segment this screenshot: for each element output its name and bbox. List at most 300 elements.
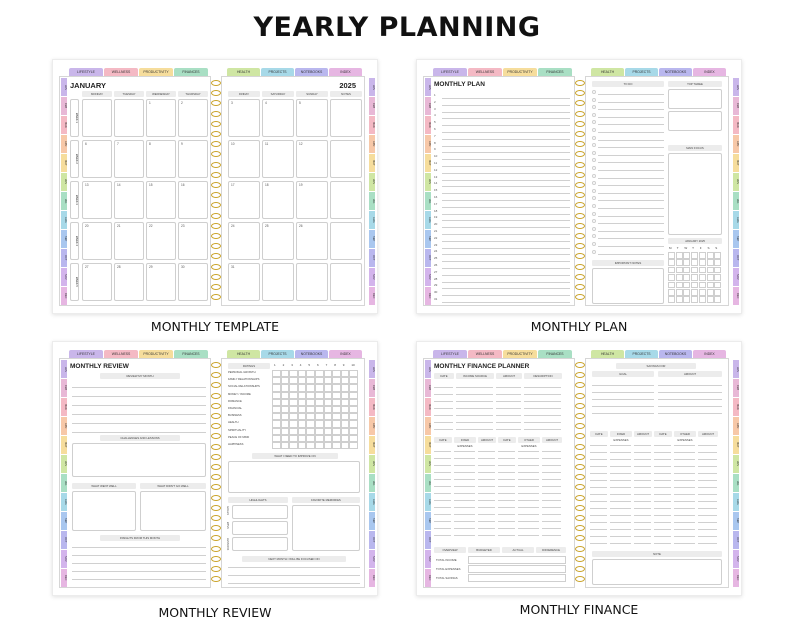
expense-line[interactable] — [434, 500, 451, 501]
income-line[interactable] — [434, 401, 453, 402]
expense-line[interactable] — [434, 465, 451, 466]
month-tab-jun[interactable]: JUN — [425, 173, 431, 191]
income-line[interactable] — [524, 394, 561, 395]
went-well-box[interactable] — [72, 491, 136, 531]
month-tab-may[interactable]: MAY — [369, 436, 375, 454]
month-tab-may[interactable]: MAY — [425, 436, 431, 454]
month-tab-feb[interactable]: FEB — [369, 379, 375, 397]
tab-lifestyle[interactable]: LIFESTYLE — [69, 350, 103, 358]
summary-cell[interactable] — [468, 565, 566, 573]
month-tab-jun[interactable]: JUN — [369, 173, 375, 191]
expense-line[interactable] — [610, 522, 631, 523]
expense-line[interactable] — [610, 459, 631, 460]
day-line[interactable] — [442, 295, 570, 296]
rating-cell[interactable] — [298, 435, 307, 442]
month-tab-feb[interactable]: FEB — [733, 97, 739, 115]
expense-line[interactable] — [698, 459, 717, 460]
rating-cell[interactable] — [349, 442, 358, 449]
expense-line[interactable] — [498, 451, 515, 452]
income-line[interactable] — [456, 429, 493, 430]
rating-cell[interactable] — [341, 370, 350, 377]
expense-line[interactable] — [634, 543, 651, 544]
expense-line[interactable] — [698, 536, 717, 537]
expense-line[interactable] — [654, 466, 671, 467]
mini-cal-cell[interactable] — [714, 252, 721, 259]
savings-line[interactable] — [658, 413, 722, 414]
rating-cell[interactable] — [289, 377, 298, 384]
day-cell[interactable] — [146, 263, 176, 301]
rating-cell[interactable] — [349, 384, 358, 391]
expense-line[interactable] — [542, 451, 561, 452]
todo-line[interactable] — [598, 102, 664, 103]
highlight-box[interactable] — [232, 521, 288, 535]
savings-line[interactable] — [658, 406, 722, 407]
month-tab-jun[interactable]: JUN — [733, 455, 739, 473]
expense-line[interactable] — [610, 529, 631, 530]
month-tab-nov[interactable]: NOV — [733, 550, 739, 568]
rating-cell[interactable] — [281, 435, 290, 442]
rating-cell[interactable] — [349, 392, 358, 399]
savings-line[interactable] — [658, 385, 722, 386]
mini-cal-cell[interactable] — [699, 282, 706, 289]
rating-cell[interactable] — [289, 435, 298, 442]
income-line[interactable] — [434, 415, 453, 416]
income-line[interactable] — [496, 394, 521, 395]
month-tab-apr[interactable]: APR — [369, 135, 375, 153]
mini-cal-cell[interactable] — [699, 259, 706, 266]
expense-line[interactable] — [478, 472, 495, 473]
rating-cell[interactable] — [315, 435, 324, 442]
month-tab-jul[interactable]: JUL — [425, 474, 431, 492]
rating-cell[interactable] — [298, 442, 307, 449]
expense-line[interactable] — [454, 458, 475, 459]
rating-cell[interactable] — [341, 435, 350, 442]
todo-line[interactable] — [598, 178, 664, 179]
month-tab-jun[interactable]: JUN — [61, 455, 67, 473]
rating-cell[interactable] — [298, 392, 307, 399]
day-cell[interactable] — [82, 181, 112, 219]
rating-cell[interactable] — [306, 392, 315, 399]
rating-cell[interactable] — [332, 406, 341, 413]
rating-cell[interactable] — [341, 406, 350, 413]
day-cell[interactable] — [330, 99, 362, 137]
tab-notebooks[interactable]: NOTEBOOKS — [295, 68, 328, 76]
rating-cell[interactable] — [272, 392, 281, 399]
expense-line[interactable] — [518, 465, 539, 466]
income-line[interactable] — [496, 415, 521, 416]
month-tab-aug[interactable]: AUG — [61, 493, 67, 511]
rating-cell[interactable] — [281, 399, 290, 406]
day-line[interactable] — [442, 166, 570, 167]
income-line[interactable] — [456, 408, 493, 409]
todo-checkbox[interactable] — [592, 105, 596, 109]
month-tab-oct[interactable]: OCT — [369, 249, 375, 267]
tab-productivity[interactable]: PRODUCTIVITY — [503, 68, 537, 76]
expense-line[interactable] — [634, 494, 651, 495]
todo-checkbox[interactable] — [592, 174, 596, 178]
expense-line[interactable] — [478, 493, 495, 494]
month-tab-dec[interactable]: DEC — [733, 569, 739, 587]
rating-cell[interactable] — [315, 399, 324, 406]
month-tab-jun[interactable]: JUN — [733, 173, 739, 191]
day-line[interactable] — [442, 268, 570, 269]
month-tab-jul[interactable]: JUL — [369, 474, 375, 492]
todo-checkbox[interactable] — [592, 242, 596, 246]
tab-wellness[interactable]: WELLNESS — [104, 68, 138, 76]
day-line[interactable] — [442, 193, 570, 194]
expense-line[interactable] — [518, 458, 539, 459]
expense-line[interactable] — [654, 529, 671, 530]
todo-checkbox[interactable] — [592, 128, 596, 132]
expense-line[interactable] — [654, 494, 671, 495]
expense-line[interactable] — [634, 459, 651, 460]
todo-checkbox[interactable] — [592, 234, 596, 238]
tab-index[interactable]: INDEX — [693, 350, 726, 358]
expense-line[interactable] — [478, 514, 495, 515]
month-tab-apr[interactable]: APR — [61, 135, 67, 153]
tab-productivity[interactable]: PRODUCTIVITY — [503, 350, 537, 358]
expense-line[interactable] — [454, 528, 475, 529]
rating-cell[interactable] — [324, 413, 333, 420]
expense-line[interactable] — [498, 535, 515, 536]
day-line[interactable] — [442, 302, 570, 303]
rating-cell[interactable] — [315, 392, 324, 399]
day-line[interactable] — [442, 207, 570, 208]
expense-line[interactable] — [590, 501, 607, 502]
todo-line[interactable] — [598, 124, 664, 125]
card-monthly-plan[interactable] — [416, 59, 742, 314]
month-tab-may[interactable]: MAY — [733, 436, 739, 454]
expense-line[interactable] — [498, 465, 515, 466]
rating-cell[interactable] — [272, 413, 281, 420]
summary-cell[interactable] — [468, 574, 566, 582]
tab-health[interactable]: HEALTH — [227, 350, 260, 358]
review-line[interactable] — [72, 387, 206, 388]
expense-line[interactable] — [518, 500, 539, 501]
month-tab-aug[interactable]: AUG — [369, 211, 375, 229]
mini-cal-cell[interactable] — [707, 289, 714, 296]
month-tab-oct[interactable]: OCT — [733, 249, 739, 267]
tab-index[interactable]: INDEX — [329, 68, 362, 76]
day-cell[interactable] — [114, 99, 144, 137]
expense-line[interactable] — [498, 486, 515, 487]
month-tab-apr[interactable]: APR — [733, 135, 739, 153]
expense-line[interactable] — [478, 451, 495, 452]
expense-line[interactable] — [674, 487, 695, 488]
income-line[interactable] — [496, 408, 521, 409]
rating-cell[interactable] — [298, 399, 307, 406]
day-line[interactable] — [442, 112, 570, 113]
expense-line[interactable] — [674, 466, 695, 467]
todo-checkbox[interactable] — [592, 143, 596, 147]
day-line[interactable] — [442, 275, 570, 276]
tab-finances[interactable]: FINANCES — [538, 350, 572, 358]
expense-line[interactable] — [454, 514, 475, 515]
didnt-go-box[interactable] — [140, 491, 206, 531]
mini-cal-cell[interactable] — [683, 282, 690, 289]
improve-box[interactable] — [228, 461, 360, 493]
mini-cal-cell[interactable] — [676, 296, 683, 303]
month-tab-jul[interactable]: JUL — [425, 192, 431, 210]
rating-cell[interactable] — [281, 413, 290, 420]
expense-line[interactable] — [434, 521, 451, 522]
rating-cell[interactable] — [281, 428, 290, 435]
tab-wellness[interactable]: WELLNESS — [104, 350, 138, 358]
main-focus-box[interactable] — [668, 153, 722, 235]
expense-line[interactable] — [610, 473, 631, 474]
expense-line[interactable] — [542, 493, 561, 494]
todo-line[interactable] — [598, 155, 664, 156]
rating-cell[interactable] — [289, 428, 298, 435]
mini-cal-cell[interactable] — [714, 296, 721, 303]
day-cell[interactable] — [330, 140, 362, 178]
todo-checkbox[interactable] — [592, 204, 596, 208]
day-cell[interactable] — [82, 140, 112, 178]
expense-line[interactable] — [454, 465, 475, 466]
rating-cell[interactable] — [289, 384, 298, 391]
mini-cal-cell[interactable] — [707, 252, 714, 259]
expense-line[interactable] — [498, 500, 515, 501]
expense-line[interactable] — [590, 480, 607, 481]
rating-cell[interactable] — [306, 384, 315, 391]
expense-line[interactable] — [698, 543, 717, 544]
expense-line[interactable] — [542, 528, 561, 529]
rating-cell[interactable] — [272, 384, 281, 391]
mini-cal-cell[interactable] — [699, 252, 706, 259]
mini-cal-cell[interactable] — [676, 289, 683, 296]
day-cell[interactable] — [178, 181, 208, 219]
mini-cal-cell[interactable] — [714, 289, 721, 296]
rating-cell[interactable] — [315, 413, 324, 420]
month-tab-aug[interactable]: AUG — [733, 211, 739, 229]
income-line[interactable] — [434, 387, 453, 388]
tab-projects[interactable]: PROJECTS — [261, 68, 294, 76]
rating-cell[interactable] — [289, 442, 298, 449]
tab-notebooks[interactable]: NOTEBOOKS — [659, 350, 692, 358]
expense-line[interactable] — [478, 479, 495, 480]
rating-cell[interactable] — [272, 406, 281, 413]
rating-cell[interactable] — [281, 406, 290, 413]
mini-cal-cell[interactable] — [668, 282, 675, 289]
day-cell[interactable] — [262, 140, 294, 178]
day-cell[interactable] — [114, 222, 144, 260]
day-cell[interactable] — [114, 140, 144, 178]
month-tab-oct[interactable]: OCT — [61, 531, 67, 549]
day-cell[interactable] — [262, 181, 294, 219]
mini-cal-cell[interactable] — [676, 274, 683, 281]
tab-productivity[interactable]: PRODUCTIVITY — [139, 68, 173, 76]
expense-line[interactable] — [674, 501, 695, 502]
day-cell[interactable] — [330, 222, 362, 260]
mini-cal-cell[interactable] — [714, 267, 721, 274]
income-line[interactable] — [524, 422, 561, 423]
expense-line[interactable] — [478, 521, 495, 522]
expense-line[interactable] — [498, 458, 515, 459]
expense-line[interactable] — [518, 472, 539, 473]
month-tab-jun[interactable]: JUN — [425, 455, 431, 473]
rating-cell[interactable] — [349, 420, 358, 427]
mini-cal-cell[interactable] — [699, 289, 706, 296]
expense-line[interactable] — [610, 543, 631, 544]
rating-cell[interactable] — [272, 370, 281, 377]
day-cell[interactable] — [114, 181, 144, 219]
mini-cal-cell[interactable] — [691, 252, 698, 259]
expense-line[interactable] — [634, 480, 651, 481]
expense-line[interactable] — [610, 501, 631, 502]
todo-line[interactable] — [598, 246, 664, 247]
day-line[interactable] — [442, 173, 570, 174]
expense-line[interactable] — [634, 445, 651, 446]
expense-line[interactable] — [434, 472, 451, 473]
tab-health[interactable]: HEALTH — [227, 68, 260, 76]
rating-cell[interactable] — [332, 435, 341, 442]
income-line[interactable] — [524, 415, 561, 416]
expense-line[interactable] — [674, 473, 695, 474]
expense-line[interactable] — [698, 508, 717, 509]
expense-line[interactable] — [542, 521, 561, 522]
mini-cal-cell[interactable] — [668, 296, 675, 303]
month-tab-sep[interactable]: SEP — [369, 512, 375, 530]
month-tab-sep[interactable]: SEP — [61, 512, 67, 530]
expense-line[interactable] — [454, 521, 475, 522]
savings-line[interactable] — [592, 399, 654, 400]
day-cell[interactable] — [228, 222, 260, 260]
expense-line[interactable] — [454, 472, 475, 473]
mini-cal-cell[interactable] — [676, 259, 683, 266]
month-tab-dec[interactable]: DEC — [425, 287, 431, 305]
expense-line[interactable] — [542, 500, 561, 501]
rating-cell[interactable] — [306, 420, 315, 427]
expense-line[interactable] — [498, 514, 515, 515]
day-line[interactable] — [442, 248, 570, 249]
income-line[interactable] — [524, 387, 561, 388]
expense-line[interactable] — [518, 521, 539, 522]
rating-cell[interactable] — [281, 370, 290, 377]
rating-cell[interactable] — [281, 420, 290, 427]
day-cell[interactable] — [228, 140, 260, 178]
expense-line[interactable] — [434, 493, 451, 494]
month-tab-feb[interactable]: FEB — [369, 97, 375, 115]
tab-notebooks[interactable]: NOTEBOOKS — [295, 350, 328, 358]
rating-cell[interactable] — [315, 384, 324, 391]
savings-line[interactable] — [658, 392, 722, 393]
month-tab-nov[interactable]: NOV — [61, 550, 67, 568]
expense-line[interactable] — [654, 536, 671, 537]
expense-line[interactable] — [590, 487, 607, 488]
expense-line[interactable] — [542, 535, 561, 536]
month-tab-apr[interactable]: APR — [425, 135, 431, 153]
expense-line[interactable] — [590, 459, 607, 460]
income-line[interactable] — [456, 394, 493, 395]
expense-line[interactable] — [610, 452, 631, 453]
review-line[interactable] — [72, 414, 206, 415]
expense-line[interactable] — [674, 445, 695, 446]
day-cell[interactable] — [330, 181, 362, 219]
expense-line[interactable] — [654, 487, 671, 488]
expense-line[interactable] — [634, 529, 651, 530]
mini-cal-cell[interactable] — [707, 259, 714, 266]
expense-line[interactable] — [654, 543, 671, 544]
month-tab-dec[interactable]: DEC — [369, 287, 375, 305]
favorite-box[interactable] — [292, 505, 360, 551]
rating-cell[interactable] — [341, 377, 350, 384]
day-cell[interactable] — [228, 99, 260, 137]
rating-cell[interactable] — [324, 399, 333, 406]
tab-wellness[interactable]: WELLNESS — [468, 350, 502, 358]
rating-cell[interactable] — [324, 370, 333, 377]
month-tab-nov[interactable]: NOV — [425, 550, 431, 568]
mini-cal-cell[interactable] — [668, 252, 675, 259]
card-monthly-template[interactable] — [52, 59, 378, 314]
expense-line[interactable] — [518, 486, 539, 487]
expense-line[interactable] — [542, 486, 561, 487]
month-tab-sep[interactable]: SEP — [425, 512, 431, 530]
rating-cell[interactable] — [298, 370, 307, 377]
month-tab-jan[interactable]: JAN — [425, 360, 431, 378]
rating-cell[interactable] — [315, 370, 324, 377]
todo-line[interactable] — [598, 216, 664, 217]
month-tab-jul[interactable]: JUL — [369, 192, 375, 210]
day-cell[interactable] — [178, 99, 208, 137]
expense-line[interactable] — [590, 536, 607, 537]
expense-line[interactable] — [590, 522, 607, 523]
month-tab-sep[interactable]: SEP — [425, 230, 431, 248]
day-line[interactable] — [442, 227, 570, 228]
expense-line[interactable] — [478, 507, 495, 508]
day-line[interactable] — [442, 132, 570, 133]
expense-line[interactable] — [542, 458, 561, 459]
month-tab-oct[interactable]: OCT — [733, 531, 739, 549]
month-tab-mar[interactable]: MAR — [61, 116, 67, 134]
expense-line[interactable] — [674, 536, 695, 537]
mini-cal-cell[interactable] — [707, 282, 714, 289]
rating-cell[interactable] — [341, 384, 350, 391]
expense-line[interactable] — [698, 501, 717, 502]
month-tab-mar[interactable]: MAR — [369, 398, 375, 416]
expense-line[interactable] — [498, 528, 515, 529]
month-tab-aug[interactable]: AUG — [61, 211, 67, 229]
expense-line[interactable] — [698, 522, 717, 523]
expense-line[interactable] — [542, 507, 561, 508]
mini-cal-cell[interactable] — [691, 282, 698, 289]
mini-cal-cell[interactable] — [691, 259, 698, 266]
month-tab-mar[interactable]: MAR — [61, 398, 67, 416]
month-tab-mar[interactable]: MAR — [425, 116, 431, 134]
month-tab-apr[interactable]: APR — [425, 417, 431, 435]
month-tab-nov[interactable]: NOV — [425, 268, 431, 286]
tab-projects[interactable]: PROJECTS — [261, 350, 294, 358]
review-line[interactable] — [72, 423, 206, 424]
mini-cal-cell[interactable] — [714, 259, 721, 266]
rating-cell[interactable] — [281, 392, 290, 399]
expense-line[interactable] — [518, 493, 539, 494]
todo-line[interactable] — [598, 170, 664, 171]
todo-line[interactable] — [598, 109, 664, 110]
month-tab-jan[interactable]: JAN — [61, 360, 67, 378]
day-cell[interactable] — [146, 140, 176, 178]
rating-cell[interactable] — [289, 370, 298, 377]
todo-line[interactable] — [598, 231, 664, 232]
mini-cal-cell[interactable] — [691, 289, 698, 296]
rating-cell[interactable] — [272, 428, 281, 435]
mini-cal-cell[interactable] — [683, 296, 690, 303]
day-line[interactable] — [442, 180, 570, 181]
income-line[interactable] — [456, 415, 493, 416]
month-tab-mar[interactable]: MAR — [733, 398, 739, 416]
rating-cell[interactable] — [349, 370, 358, 377]
month-tab-apr[interactable]: APR — [369, 417, 375, 435]
todo-line[interactable] — [598, 200, 664, 201]
